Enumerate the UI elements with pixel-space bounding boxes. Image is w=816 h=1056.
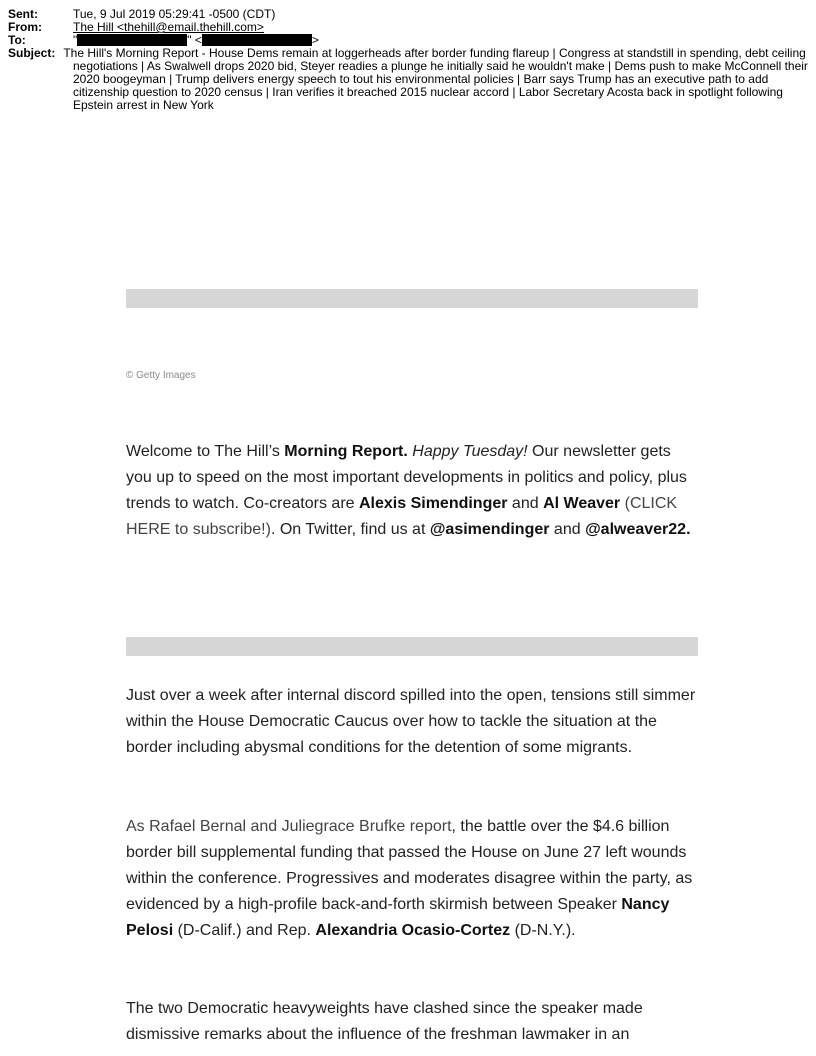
alexis-simendinger-bold: Alexis Simendinger [358, 495, 508, 512]
nancy-pelosi-bold: Nancy Pelosi [126, 896, 670, 939]
to-quote-mid: " < [187, 33, 202, 47]
subscribe-link[interactable]: (CLICK HERE to subscribe!) [126, 495, 678, 538]
para2-text-3: (D-N.Y.). [510, 922, 576, 939]
para2-text-1: , the battle over the $4.6 billion border bill supplemental funding that passed the House on June 27 left wounds within the conference. Progressives and moderates disagree within the party, as evidenced by a high-profile back-and-forth skirmish between Speaker [126, 818, 693, 913]
para2-text-2: (D-Calif.) and Rep. [173, 922, 316, 939]
from-row [8, 21, 808, 34]
bernal-brufke-report-link[interactable]: As Rafael Bernal and Juliegrace Brufke report [126, 818, 452, 835]
subject-label: Subject: [8, 46, 56, 60]
alweaver22-handle[interactable]: @alweaver22. [585, 521, 691, 538]
email-header [8, 8, 808, 112]
intro-text-1: Welcome to The Hill’s [126, 443, 285, 460]
happy-tuesday-italic: Happy Tuesday! [412, 443, 528, 460]
subject-row [8, 47, 808, 112]
paragraph-2 [126, 814, 701, 944]
to-label: To: [8, 33, 26, 47]
al-weaver-bold: Al Weaver [543, 495, 621, 512]
redacted-email [202, 34, 312, 46]
intro-text-4: . On Twitter, find us at [270, 521, 430, 538]
image-placeholder-bar [126, 289, 698, 308]
morning-report-bold: Morning Report. [284, 443, 408, 460]
paragraph-3: The two Democratic heavyweights have clashed since the speaker made dismissive remarks about the influence of the freshman lawmaker in an [126, 1000, 643, 1043]
intro-text-3: and [507, 495, 544, 512]
from-label: From: [8, 20, 42, 34]
paragraph-1: Just over a week after internal discord spilled into the open, tensions still simmer within the House Democratic Caucus over how to tackle the situation at the border including abysmal conditions for the detention of some migrants. [126, 687, 696, 756]
subject-value: The Hill's Morning Report - House Dems remain at loggerheads after border funding flareup | Congress at standstill in spending, debt ceiling negotiations | As Swalwell drops 2020 bid, Steyer readies a plunge he initially said he wouldn't make | Dems push to make McConnell their 2020 boogeyman | Trump delivers energy speech to tout his environmental policies | Barr says Trump has an executive path to add citizenship question to 2020 census | Iran verifies it breached 2015 nuclear accord | Labor Secretary Acosta back in spotlight following Epstein arrest in New York [63, 46, 808, 112]
image-caption: © Getty Images [126, 370, 196, 381]
from-value[interactable]: The Hill <thehill@email.thehill.com> [73, 20, 264, 34]
intro-paragraph [126, 439, 701, 543]
sent-label: Sent: [8, 7, 38, 21]
to-close: > [311, 33, 319, 47]
intro-text-5: and [549, 521, 586, 538]
redacted-name [77, 34, 187, 46]
ocasio-cortez-bold: Alexandria Ocasio-Cortez [315, 922, 511, 939]
asimendinger-handle[interactable]: @asimendinger [429, 521, 550, 538]
to-quote-open: " [73, 33, 78, 47]
section-divider-bar [126, 637, 698, 656]
intro-text-2: Our newsletter gets you up to speed on the most important developments in politics and policy, plus trends to watch. Co-creators are [126, 443, 687, 512]
sent-value: Tue, 9 Jul 2019 05:29:41 -0500 (CDT) [73, 7, 276, 21]
